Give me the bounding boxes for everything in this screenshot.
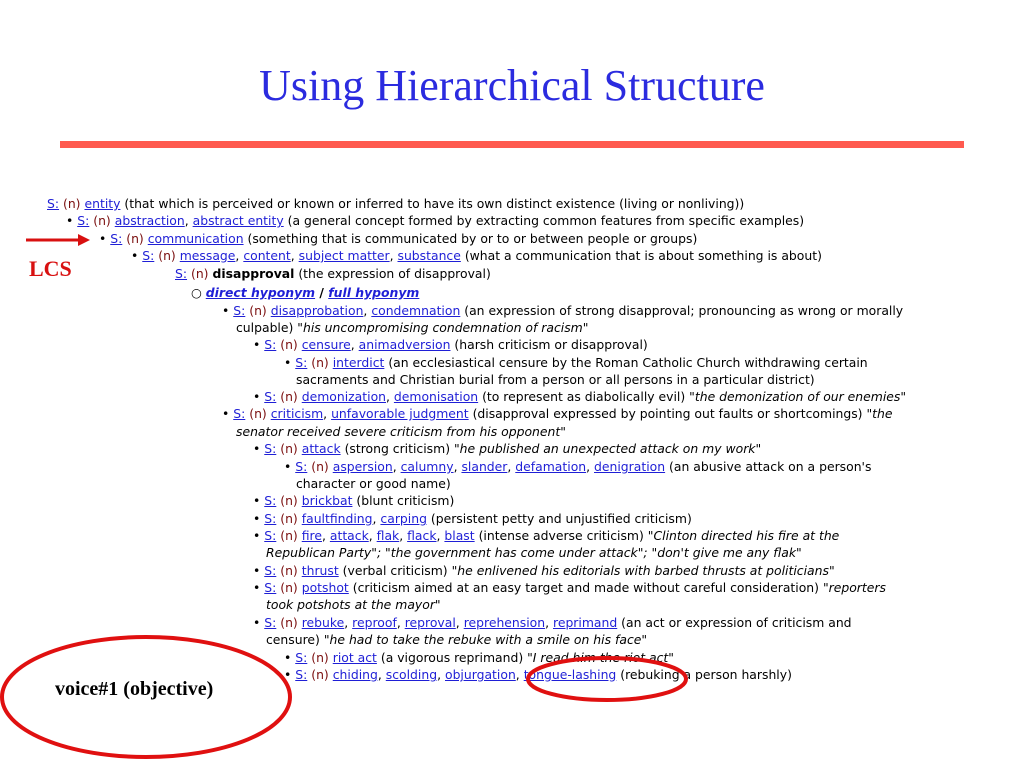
pos-tag: (n)	[191, 266, 209, 281]
slide-title: Using Hierarchical Structure	[259, 61, 765, 110]
gloss: (something that is communicated by or to or between people or groups)	[243, 231, 698, 246]
voice-label: voice#1 (objective)	[55, 678, 214, 700]
synset-link[interactable]: S:	[264, 441, 277, 456]
example: "the	[866, 406, 893, 421]
word-link[interactable]: fire	[301, 528, 322, 543]
head-word: disapproval	[212, 266, 295, 281]
word-link[interactable]: reproval	[404, 615, 456, 630]
word-link[interactable]: communication	[147, 231, 244, 246]
word-link[interactable]: interdict	[332, 355, 385, 370]
gloss: (strong criticism)	[340, 441, 454, 456]
synset-thrust: • S: (n) thrust (verbal criticism) "he enlivened his editorials with barbed thrusts at politicians"	[253, 563, 835, 578]
synset-demonization: • S: (n) demonization, demonisation (to represent as diabolically evil) "the demonization of our enemies"	[253, 389, 907, 404]
gloss: (what a communication that is about something is about)	[460, 248, 822, 263]
synset-message: • S: (n) message, content, subject matter, substance (what a communication that is about something is about)	[131, 248, 822, 263]
synset-link[interactable]: S:	[295, 459, 308, 474]
gloss: (an expression of strong disapproval; pronouncing as wrong or morally	[460, 303, 904, 318]
word-link[interactable]: attack	[301, 441, 341, 456]
word-link[interactable]: defamation	[515, 459, 587, 474]
synset-link[interactable]: S:	[264, 580, 277, 595]
synset-link[interactable]: S:	[264, 337, 277, 352]
pos-tag: (n)	[126, 231, 144, 246]
word-link[interactable]: chiding	[332, 667, 378, 682]
word-link[interactable]: rebuke	[301, 615, 345, 630]
synset-link[interactable]: S:	[77, 213, 90, 228]
lcs-arrow-head	[78, 234, 90, 246]
example: "he enlivened his editorials with barbed thrusts at politicians"	[451, 563, 835, 578]
synset-fire: • S: (n) fire, attack, flak, flack, blast (intense adverse criticism) "Clinton directed his fire at the	[253, 528, 840, 543]
gloss: culpable)	[236, 320, 298, 335]
word-link[interactable]: criticism	[270, 406, 324, 421]
pos-tag: (n)	[63, 196, 81, 211]
word-link[interactable]: objurgation	[444, 667, 516, 682]
synset-link[interactable]: S:	[264, 615, 277, 630]
word-link[interactable]: abstract entity	[192, 213, 284, 228]
pos-tag: (n)	[280, 337, 298, 352]
word-link[interactable]: blast	[444, 528, 475, 543]
gloss: (an act or expression of criticism and	[617, 615, 852, 630]
pos-tag: (n)	[280, 389, 298, 404]
gloss: (a vigorous reprimand)	[376, 650, 528, 665]
word-link[interactable]: subject matter	[298, 248, 390, 263]
synset-criticism: • S: (n) criticism, unfavorable judgment (disapproval expressed by pointing out faults or shortcomings) "the	[222, 406, 893, 421]
example: "Clinton directed his fire at the	[647, 528, 840, 543]
word-link[interactable]: attack	[329, 528, 369, 543]
gloss: (rebuking a person harshly)	[616, 667, 792, 682]
synset-disapprobation: • S: (n) disapprobation, condemnation (an expression of strong disapproval; pronouncing as wrong or morally	[222, 303, 904, 318]
gloss: (to represent as diabolically evil)	[478, 389, 690, 404]
pos-tag: (n)	[280, 528, 298, 543]
word-link[interactable]: slander	[461, 459, 508, 474]
pos-tag: (n)	[280, 493, 298, 508]
synset-rebuke: • S: (n) rebuke, reproof, reproval, reprehension, reprimand (an act or expression of criticism and	[253, 615, 852, 630]
example: "he had to take the rebuke with a smile on his face"	[323, 632, 648, 647]
synset-abstraction: • S: (n) abstraction, abstract entity (a general concept formed by extracting common features from specific examples)	[66, 213, 805, 228]
gloss: sacraments and Christian burial from a person or all persons in a particular district)	[296, 372, 815, 387]
pos-tag: (n)	[249, 406, 267, 421]
pos-tag: (n)	[280, 563, 298, 578]
synset-attack: • S: (n) attack (strong criticism) "he published an unexpected attack on my work"	[253, 441, 762, 456]
word-link[interactable]: riot act	[332, 650, 377, 665]
example: "reporters	[822, 580, 886, 595]
full-hyponym-link[interactable]: full hyponym	[328, 285, 420, 300]
gloss: (an abusive attack on a person's	[665, 459, 872, 474]
word-link[interactable]: demonization	[301, 389, 387, 404]
word-link[interactable]: brickbat	[301, 493, 353, 508]
word-link[interactable]: message	[179, 248, 236, 263]
pos-tag: (n)	[280, 441, 298, 456]
word-link[interactable]: potshot	[301, 580, 349, 595]
example: "the demonization of our enemies"	[689, 389, 907, 404]
word-link[interactable]: animadversion	[358, 337, 451, 352]
synset-potshot: • S: (n) potshot (criticism aimed at an easy target and made without careful consideration) "reporters	[253, 580, 886, 595]
synset-link[interactable]: S:	[233, 406, 246, 421]
gloss: (that which is perceived or known or inferred to have its own distinct existence (living or nonliving))	[120, 196, 745, 211]
pos-tag: (n)	[280, 511, 298, 526]
word-link[interactable]: censure	[301, 337, 351, 352]
synset-link[interactable]: S:	[295, 650, 308, 665]
gloss: character or good name)	[296, 476, 451, 491]
word-link[interactable]: denigration	[594, 459, 666, 474]
gloss: (persistent petty and unjustified criticism)	[426, 511, 692, 526]
synset-link[interactable]: S:	[264, 563, 277, 578]
synset-link[interactable]: S:	[110, 231, 123, 246]
word-link[interactable]: abstraction	[114, 213, 185, 228]
example: "his uncompromising condemnation of racism"	[297, 320, 589, 335]
synset-link[interactable]: S:	[295, 355, 308, 370]
synset-link[interactable]: S:	[142, 248, 155, 263]
pos-tag: (n)	[93, 213, 111, 228]
synset-riot-act: • S: (n) riot act (a vigorous reprimand) "I read him the riot act"	[284, 650, 674, 665]
synset-brickbat: • S: (n) brickbat (blunt criticism)	[253, 493, 455, 508]
synset-link[interactable]: S:	[264, 528, 277, 543]
example: "he published an unexpected attack on my work"	[453, 441, 762, 456]
synset-link[interactable]: S:	[264, 389, 277, 404]
gloss: (the expression of disapproval)	[294, 266, 491, 281]
example: Republican Party"; "the government has come under attack"; "don't give me any flak"	[266, 545, 802, 560]
word-link[interactable]: unfavorable judgment	[331, 406, 469, 421]
gloss: (blunt criticism)	[352, 493, 455, 508]
word-link[interactable]: scolding	[385, 667, 438, 682]
synset-link[interactable]: S:	[264, 511, 277, 526]
pos-tag: (n)	[311, 667, 329, 682]
synset-link[interactable]: S:	[233, 303, 246, 318]
word-link[interactable]: entity	[84, 196, 121, 211]
gloss: (verbal criticism)	[338, 563, 452, 578]
word-link[interactable]: flak	[376, 528, 400, 543]
word-link[interactable]: disapprobation	[270, 303, 364, 318]
direct-hyponym-link[interactable]: direct hyponym	[205, 285, 316, 300]
synset-interdict: • S: (n) interdict (an ecclesiastical censure by the Roman Catholic Church withdrawing certain	[284, 355, 868, 370]
word-link[interactable]: reprimand	[553, 615, 618, 630]
synset-faultfinding: • S: (n) faultfinding, carping (persistent petty and unjustified criticism)	[253, 511, 692, 526]
example: "I read him the riot act"	[527, 650, 674, 665]
word-link[interactable]: reproof	[352, 615, 397, 630]
gloss: (criticism aimed at an easy target and made without careful consideration)	[348, 580, 823, 595]
synset-communication: • S: (n) communication (something that is communicated by or to or between people or groups)	[99, 231, 698, 246]
hyponym-toggle: ○ direct hyponym / full hyponym	[191, 285, 420, 300]
pos-tag: (n)	[158, 248, 176, 263]
word-link[interactable]: tongue-lashing	[523, 667, 617, 682]
synset-aspersion: • S: (n) aspersion, calumny, slander, defamation, denigration (an abusive attack on a person's	[284, 459, 872, 474]
word-link[interactable]: calumny	[400, 459, 454, 474]
synset-link[interactable]: S:	[264, 493, 277, 508]
synset-link[interactable]: S:	[295, 667, 308, 682]
gloss: (a general concept formed by extracting common features from specific examples)	[283, 213, 805, 228]
word-link[interactable]: demonisation	[393, 389, 479, 404]
word-link[interactable]: thrust	[301, 563, 339, 578]
synset-link[interactable]: S:	[47, 196, 60, 211]
example: took potshots at the mayor"	[266, 597, 441, 612]
separator: /	[315, 285, 329, 300]
gloss: (an ecclesiastical censure by the Roman Catholic Church withdrawing certain	[384, 355, 868, 370]
gloss: (intense adverse criticism)	[474, 528, 648, 543]
word-link[interactable]: carping	[380, 511, 427, 526]
word-link[interactable]: aspersion	[332, 459, 393, 474]
word-link[interactable]: substance	[397, 248, 461, 263]
gloss: (harsh criticism or disapproval)	[450, 337, 648, 352]
gloss: censure)	[266, 632, 324, 647]
word-link[interactable]: faultfinding	[301, 511, 373, 526]
word-link[interactable]: flack	[407, 528, 437, 543]
tongue-lashing-circle	[528, 658, 686, 700]
pos-tag: (n)	[249, 303, 267, 318]
pos-tag: (n)	[311, 650, 329, 665]
gloss: (disapproval expressed by pointing out faults or shortcomings)	[468, 406, 867, 421]
synset-link[interactable]: S:	[175, 266, 188, 281]
word-link[interactable]: content	[243, 248, 291, 263]
word-link[interactable]: reprehension	[463, 615, 546, 630]
example: senator received severe criticism from his opponent"	[236, 424, 566, 439]
synset-censure: • S: (n) censure, animadversion (harsh criticism or disapproval)	[253, 337, 648, 352]
pos-tag: (n)	[280, 615, 298, 630]
lcs-label: LCS	[29, 256, 72, 281]
synset-chiding: • S: (n) chiding, scolding, objurgation, tongue-lashing (rebuking a person harshly)	[284, 667, 792, 682]
word-link[interactable]: condemnation	[371, 303, 461, 318]
pos-tag: (n)	[311, 459, 329, 474]
pos-tag: (n)	[311, 355, 329, 370]
pos-tag: (n)	[280, 580, 298, 595]
